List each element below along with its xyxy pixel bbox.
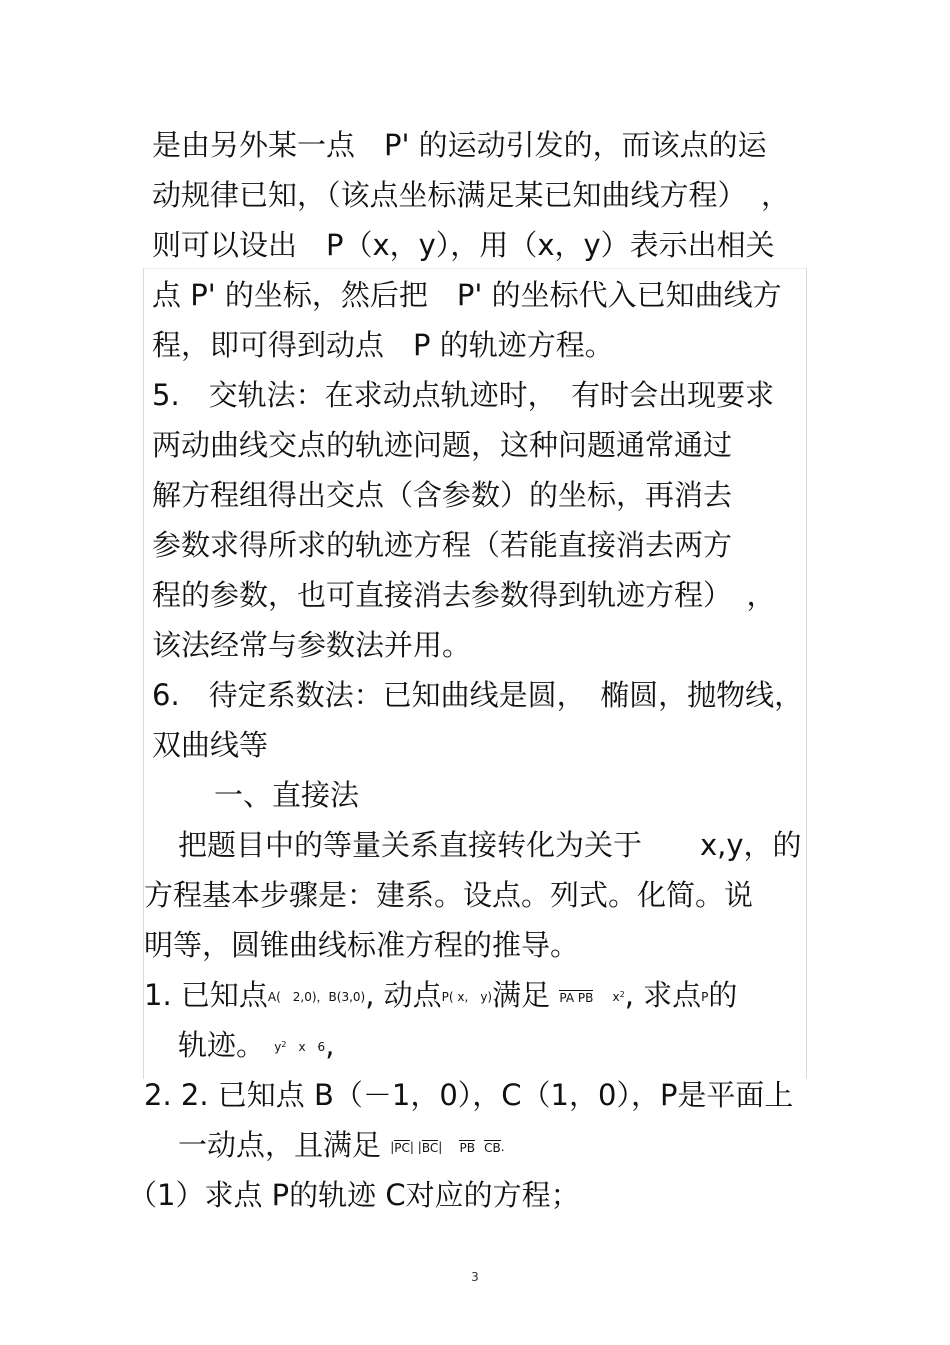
text-line: 点 P' 的坐标，然后把 P' 的坐标代入已知曲线方: [152, 278, 782, 312]
text-line: 解方程组得出交点（含参数）的坐标，再消去: [152, 478, 733, 512]
page-number: 3: [471, 1270, 479, 1284]
vector-dot-product: PA PB: [559, 991, 594, 1005]
problem-1-mid: , 动点: [365, 978, 442, 1012]
text-line: 明等，圆锥曲线标准方程的推导。: [144, 928, 580, 962]
point-p: P( x, y): [441, 990, 493, 1004]
problem-1-line-1: [144, 977, 737, 1013]
text-line: 6. 待定系数法：已知曲线是圆， 椭圆，抛物线，: [152, 678, 804, 712]
answer-rest: x 6: [286, 1040, 326, 1054]
section-heading: 一、直接法: [214, 778, 360, 812]
vector-cb: CB: [484, 1141, 501, 1155]
problem-1-tail: , 求点: [624, 978, 702, 1012]
text-line: 方程基本步骤是：建系。设点。列式。化简。说: [144, 878, 754, 912]
problem-1-cond: 满足: [492, 978, 551, 1012]
problem-2-sub-1: （1）求点 P的轨迹 C对应的方程；: [128, 1178, 580, 1212]
text-line: 两动曲线交点的轨迹问题，这种问题通常通过: [152, 428, 733, 462]
problem-1-line-2: [178, 1027, 334, 1063]
text-line: 5. 交轨法：在求动点轨迹时， 有时会出现要求: [152, 378, 775, 412]
problem-2-lead: 一动点，且满足: [178, 1128, 382, 1162]
text-line: 把题目中的等量关系直接转化为关于 x,y，的: [178, 828, 802, 862]
problem-1-lead: 1. 已知点: [144, 978, 268, 1012]
text-line: 程的参数，也可直接消去参数得到轨迹方程） ，: [152, 578, 776, 612]
vector-bc: BC: [421, 1141, 439, 1155]
abs-bar: |: [390, 1140, 395, 1154]
point-p-label: P: [701, 990, 709, 1004]
text-line: 是由另外某一点 P' 的运动引发的，而该点的运: [152, 128, 767, 162]
problem-2-line-1: 2. 2. 已知点 B（－1，0），C（1，0），P是平面上: [144, 1078, 794, 1112]
answer-y: y: [274, 1040, 282, 1054]
answer-exponent: 2: [281, 1040, 287, 1049]
problem-1-end: 的: [708, 978, 738, 1012]
rhs-x: x: [612, 990, 620, 1004]
abs-bar: |: [438, 1140, 443, 1154]
text-line: 双曲线等: [152, 728, 269, 762]
text-line: 参数求得所求的轨迹方程（若能直接消去两方: [152, 528, 733, 562]
text-line: 程，即可得到动点 P 的轨迹方程。: [152, 328, 614, 362]
problem-2-line-2: [178, 1127, 505, 1163]
rhs-exponent: 2: [619, 990, 625, 999]
period: .: [500, 1140, 505, 1154]
text-line: 动规律已知，（该点坐标满足某已知曲线方程） ，: [152, 178, 791, 212]
vector-pc: PC: [394, 1141, 410, 1155]
abs-bar: | |: [409, 1140, 422, 1154]
answer-end: ,: [325, 1028, 335, 1062]
vector-pb: PB: [459, 1141, 475, 1155]
points-a-b: A( 2,0)，B(3,0): [267, 990, 366, 1004]
text-line: 则可以设出 P（x，y），用（x，y）表示出相关: [152, 228, 775, 262]
problem-1-trajectory: 轨迹。: [178, 1028, 266, 1062]
text-line: 该法经常与参数法并用。: [152, 628, 472, 662]
